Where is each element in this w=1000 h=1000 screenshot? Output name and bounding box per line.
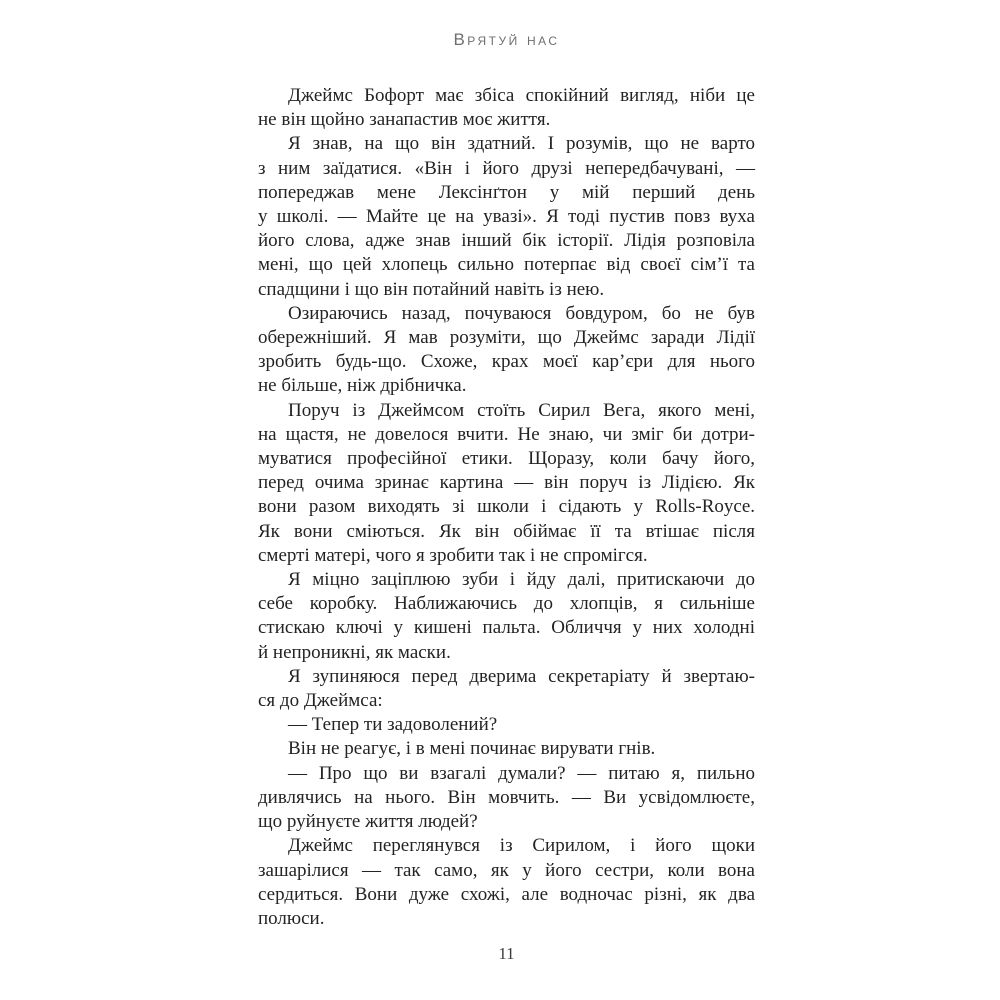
text-line: обережніший. Я мав розуміти, що Джеймс заради Лідії: [258, 327, 755, 349]
text-line: смерті матері, чого я зробити так і не спромігся.: [258, 544, 648, 566]
paragraph: [258, 737, 755, 761]
text-line: Джеймс переглянувся із Сирилом, і його щоки: [288, 835, 755, 857]
text-line: його слова, адже знав інший бік історії. Лідія розповіла: [258, 230, 755, 252]
text-line: мені, що цей хлопець сильно потерпає від своєї сім’ї та: [258, 254, 755, 276]
text-line: що руйнуєте життя людей?: [258, 811, 478, 833]
text-line: спадщини і що він потайний навіть із нею.: [258, 278, 605, 300]
text-line: — Про що ви взагалі думали? — питаю я, пильно: [288, 762, 755, 784]
text-line: на щастя, не довелося вчити. Не знаю, чи зміг би дотри-: [258, 423, 755, 445]
text-line: Озираючись назад, почуваюся бовдуром, бо не був: [288, 302, 755, 324]
text-line: муватися професійної етики. Щоразу, коли бачу його,: [258, 448, 755, 470]
paragraph: [258, 132, 755, 301]
text-line: себе коробку. Наближаючись до хлопців, я сильніше: [258, 593, 755, 615]
text-line: дивлячись на нього. Він мовчить. — Ви усвідомлюєте,: [258, 786, 755, 808]
text-line: Поруч із Джеймсом стоїть Сирил Вега, якого мені,: [288, 399, 755, 421]
text-line: стискаю ключі у кишені пальта. Обличчя у них холодні: [258, 617, 755, 639]
text-line: зашарілися — так само, як у його сестри, коли вона: [258, 859, 755, 881]
text-line: Я міцно заціплюю зуби і йду далі, притискаючи до: [288, 569, 755, 591]
text-line: у школі. — Майте це на увазі». Я тоді пустив повз вуха: [258, 206, 755, 228]
paragraph: [258, 302, 755, 399]
paragraph: [258, 84, 755, 132]
text-line: полюси.: [258, 907, 325, 929]
text-line: Я зупиняюся перед дверима секретаріату й звертаю-: [288, 665, 755, 687]
text-line: Він не реагує, і в мені починає вирувати гнів.: [288, 738, 656, 760]
text-line: перед очима зринає картина — він поруч із Лідією. Як: [258, 472, 755, 494]
text-line: Як вони сміються. Як він обіймає її та втішає після: [258, 520, 755, 542]
text-line: не більше, ніж дрібничка.: [258, 375, 467, 397]
paragraph: [258, 568, 755, 665]
text-block: [258, 84, 755, 931]
text-line: — Тепер ти задоволений?: [288, 714, 498, 736]
text-line: зробить будь-що. Схоже, крах моєї кар’єри для нього: [258, 351, 755, 373]
text-line: ся до Джеймса:: [258, 690, 383, 712]
text-line: Джеймс Бофорт має збіса спокійний вигляд, ніби це: [288, 85, 755, 106]
text-line: сердиться. Вони дуже схожі, але водночас різні, як два: [258, 883, 755, 905]
paragraph: [258, 834, 755, 931]
paragraph: [258, 399, 755, 568]
running-header-title: Врятуй нас: [453, 30, 560, 49]
text-line: з ним заїдатися. «Він і його друзі непередбачувані, —: [258, 157, 755, 179]
text-line: й непроникні, як маски.: [258, 641, 451, 663]
text-line: Я знав, на що він здатний. І розумів, що не варто: [288, 133, 755, 155]
paragraph: [258, 762, 755, 835]
text-line: не він щойно занапастив моє життя.: [258, 109, 551, 131]
text-line: попереджав мене Лексінґтон у мій перший день: [258, 181, 755, 203]
paragraph: [258, 713, 755, 737]
text-line: вони разом виходять зі школи і сідають у Rolls-Royce.: [258, 496, 755, 518]
paragraph: [258, 665, 755, 713]
page-number: 11: [498, 944, 515, 963]
